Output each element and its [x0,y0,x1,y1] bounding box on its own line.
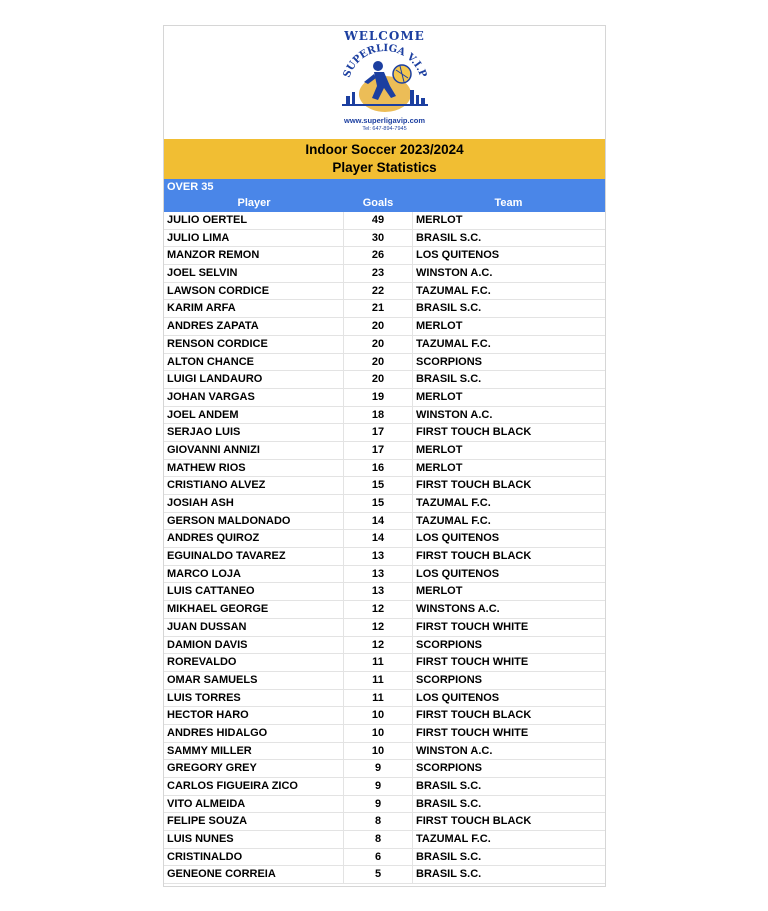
goals-cell: 9 [344,760,413,777]
team-cell: SCORPIONS [416,355,483,368]
table-row [164,619,605,637]
player-cell: KARIM ARFA [164,300,344,317]
logo-brand-text: SUPERLIGA V.I.P [341,42,429,80]
team-cell: MERLOT [416,443,463,456]
player-cell: LUIGI LANDAURO [164,371,344,388]
player-cell: JOEL ANDEM [164,407,344,424]
table-row [164,760,605,778]
goals-cell: 49 [344,212,413,229]
player-cell: GENEONE CORREIA [164,866,344,883]
team-cell: BRASIL S.C. [416,231,482,244]
player-cell: JOHAN VARGAS [164,389,344,406]
player-cell: DAMION DAVIS [164,637,344,654]
table-row [164,813,605,831]
goals-cell: 20 [344,354,413,371]
goals-cell: 17 [344,424,413,441]
player-cell: MANZOR REMON [164,247,344,264]
table-row [164,725,605,743]
team-cell: MERLOT [416,585,463,598]
team-cell: WINSTON A.C. [416,408,493,421]
website-text: www.superligavip.com [344,116,425,125]
goals-cell: 10 [344,725,413,742]
team-cell: BRASIL S.C. [416,850,482,863]
team-cell: TAZUMAL F.C. [416,497,491,509]
team-cell: FIRST TOUCH BLACK [416,426,532,439]
goals-cell: 20 [344,371,413,388]
goals-cell: 6 [344,849,413,866]
team-cell: SCORPIONS [416,673,483,686]
team-cell: FIRST TOUCH WHITE [416,620,529,633]
table-row [164,530,605,548]
player-cell: MIKHAEL GEORGE [164,601,344,618]
table-row [164,566,605,584]
goals-cell: 11 [344,654,413,671]
table-row [164,283,605,301]
player-cell: GIOVANNI ANNIZI [164,442,344,459]
table-row [164,796,605,814]
player-cell: LUIS TORRES [164,690,344,707]
table-row [164,672,605,690]
goals-cell: 11 [344,672,413,689]
table-row [164,460,605,478]
table-row [164,230,605,248]
goals-cell: 12 [344,637,413,654]
table-row [164,601,605,619]
player-cell: OMAR SAMUELS [164,672,344,689]
player-cell: RENSON CORDICE [164,336,344,353]
table-row [164,407,605,425]
table-row [164,247,605,265]
table-row [164,849,605,867]
team-cell: BRASIL S.C. [416,797,482,810]
team-cell: WINSTON A.C. [416,267,493,280]
team-cell: LOS QUITENOS [416,691,500,704]
player-cell: GREGORY GREY [164,760,344,777]
table-row [164,654,605,672]
superliga-logo [334,42,436,120]
team-cell: SCORPIONS [416,762,483,775]
table-row [164,707,605,725]
table-row [164,690,605,708]
table-row [164,371,605,389]
goals-cell: 30 [344,230,413,247]
player-cell: MARCO LOJA [164,566,344,583]
team-cell: TAZUMAL F.C. [416,337,491,350]
goals-cell: 5 [344,866,413,883]
table-body [164,212,605,884]
player-cell: CRISTIANO ALVEZ [164,477,344,494]
goals-cell: 9 [344,778,413,795]
goals-cell: 8 [344,813,413,830]
goals-cell: 10 [344,707,413,724]
table-row [164,212,605,230]
goals-cell: 26 [344,247,413,264]
goals-cell: 12 [344,619,413,636]
stats-sheet [163,25,606,887]
table-row [164,583,605,601]
phone-text: Tel: 647-894-7945 [362,126,407,132]
goals-cell: 14 [344,513,413,530]
team-cell: SCORPIONS [416,638,483,651]
team-cell: WINSTONS A.C. [416,603,500,616]
goals-cell: 9 [344,796,413,813]
goals-cell: 23 [344,265,413,282]
team-cell: TAZUMAL F.C. [416,284,491,297]
player-cell: CRISTINALDO [164,849,344,866]
player-cell: EGUINALDO TAVAREZ [164,548,344,565]
table-row [164,336,605,354]
team-cell: FIRST TOUCH BLACK [416,709,532,722]
player-cell: JUAN DUSSAN [164,619,344,636]
player-cell: JULIO LIMA [164,230,344,247]
player-cell: FELIPE SOUZA [164,813,344,830]
player-cell: CARLOS FIGUEIRA ZICO [164,778,344,795]
welcome-title: WELCOME [344,29,425,43]
banner-title: Indoor Soccer 2023/2024 [305,142,464,157]
banner-subtitle: Player Statistics [332,160,437,175]
team-cell: MERLOT [416,461,463,474]
player-cell: HECTOR HARO [164,707,344,724]
team-cell: BRASIL S.C. [416,780,482,792]
goals-cell: 21 [344,300,413,317]
player-cell: VITO ALMEIDA [164,796,344,813]
table-row [164,477,605,495]
table-row [164,743,605,761]
title-banner [164,139,605,179]
team-cell: BRASIL S.C. [416,373,482,386]
goals-cell: 15 [344,477,413,494]
player-cell: ANDRES ZAPATA [164,318,344,335]
table-row [164,866,605,884]
goals-cell: 11 [344,690,413,707]
goals-cell: 20 [344,336,413,353]
table-row [164,831,605,849]
goals-cell: 15 [344,495,413,512]
team-cell: FIRST TOUCH BLACK [416,550,532,563]
team-cell: FIRST TOUCH BLACK [416,815,532,828]
svg-text:SUPERLIGA V.I.P [342,43,429,80]
goals-cell: 13 [344,566,413,583]
goals-cell: 19 [344,389,413,406]
table-row [164,778,605,796]
table-row [164,389,605,407]
team-cell: WINSTON A.C. [416,744,493,757]
player-cell: JULIO OERTEL [164,212,344,229]
table-row [164,424,605,442]
team-cell: MERLOT [416,390,463,403]
team-cell: FIRST TOUCH WHITE [416,656,529,669]
table-row [164,265,605,283]
player-cell: ALTON CHANCE [164,354,344,371]
team-cell: LOS QUITENOS [416,249,500,262]
table-row [164,300,605,318]
player-cell: MATHEW RIOS [164,460,344,477]
team-cell: MERLOT [416,320,463,333]
logo-area [164,26,605,139]
team-cell: TAZUMAL F.C. [416,833,491,846]
team-cell: LOS QUITENOS [416,567,500,580]
table-row [164,354,605,372]
player-cell: ANDRES QUIROZ [164,530,344,547]
header-team: Team [494,197,523,209]
player-cell: JOEL SELVIN [164,265,344,282]
goals-cell: 14 [344,530,413,547]
section-label: OVER 35 [164,179,605,195]
goals-cell: 13 [344,548,413,565]
goals-cell: 8 [344,831,413,848]
goals-cell: 10 [344,743,413,760]
player-cell: JOSIAH ASH [164,495,344,512]
table-row [164,513,605,531]
goals-cell: 13 [344,583,413,600]
team-cell: TAZUMAL F.C. [416,514,491,527]
goals-cell: 16 [344,460,413,477]
header-goals: Goals [362,197,394,209]
player-cell: GERSON MALDONADO [164,513,344,530]
header-player: Player [237,197,271,209]
goals-cell: 18 [344,407,413,424]
goals-cell: 12 [344,601,413,618]
team-cell: FIRST TOUCH WHITE [416,726,529,739]
player-cell: LUIS CATTANEO [164,583,344,600]
player-cell: SAMMY MILLER [164,743,344,760]
table-row [164,548,605,566]
team-cell: BRASIL S.C. [416,868,482,881]
goals-cell: 17 [344,442,413,459]
team-cell: FIRST TOUCH BLACK [416,479,532,492]
team-cell: MERLOT [416,214,463,226]
table-header [164,195,605,212]
goals-cell: 20 [344,318,413,335]
table-row [164,318,605,336]
player-cell: SERJAO LUIS [164,424,344,441]
table-row [164,495,605,513]
table-row [164,637,605,655]
player-cell: ROREVALDO [164,654,344,671]
team-cell: BRASIL S.C. [416,302,482,315]
player-cell: ANDRES HIDALGO [164,725,344,742]
player-cell: LUIS NUNES [164,831,344,848]
team-cell: LOS QUITENOS [416,532,500,545]
goals-cell: 22 [344,283,413,300]
table-row [164,442,605,460]
player-cell: LAWSON CORDICE [164,283,344,300]
